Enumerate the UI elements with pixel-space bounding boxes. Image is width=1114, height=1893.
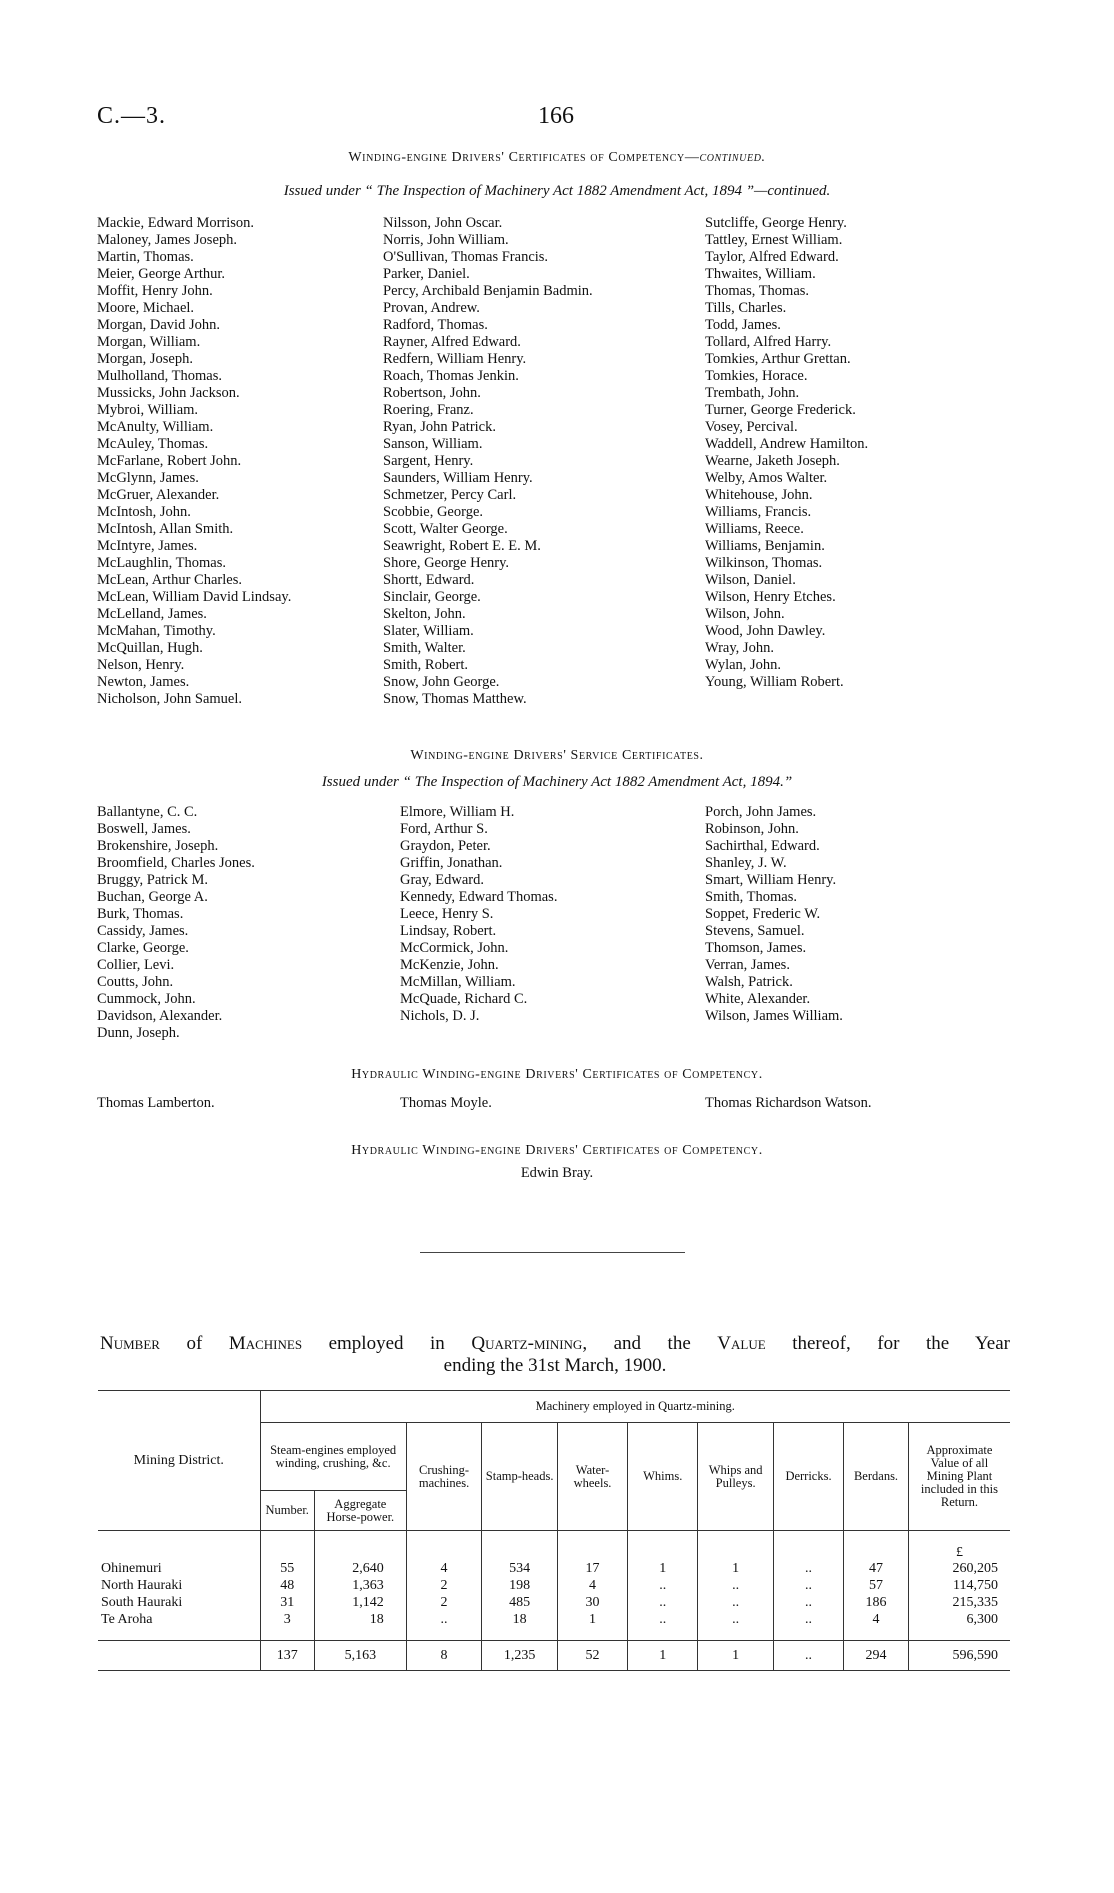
header-berdans: Berdans. <box>844 1423 909 1531</box>
title-word: of <box>159 1333 229 1354</box>
cell-derricks: .. <box>773 1595 843 1612</box>
name-entry: Tomkies, Arthur Grettan. <box>705 351 851 367</box>
section-title-continued: continued. <box>699 150 766 165</box>
cell-berdans: 4 <box>844 1612 909 1629</box>
header-whips: Whips and Pulleys. <box>698 1423 774 1531</box>
name-entry: McFarlane, Robert John. <box>97 453 242 469</box>
name-entry: Taylor, Alfred Edward. <box>705 249 839 265</box>
name-entry: Martin, Thomas. <box>97 249 194 265</box>
name-entry: Roach, Thomas Jenkin. <box>383 368 519 384</box>
cell-number: 55 <box>260 1561 314 1578</box>
name-entry: McQuade, Richard C. <box>400 991 528 1007</box>
cell-whims: .. <box>628 1578 698 1595</box>
cell-berdans: 186 <box>844 1595 909 1612</box>
name-entry: McGruer, Alexander. <box>97 487 220 503</box>
name-entry: Robertson, John. <box>383 385 481 401</box>
name-entry: Radford, Thomas. <box>383 317 488 333</box>
name-entry: Wilkinson, Thomas. <box>705 555 823 571</box>
hydraulic-name-3: Thomas Richardson Watson. <box>705 1095 872 1111</box>
name-entry: McMahan, Timothy. <box>97 623 216 639</box>
title-word-number: Number <box>100 1333 160 1354</box>
name-entry: Newton, James. <box>97 674 190 690</box>
name-entry: Mulholland, Thomas. <box>97 368 222 384</box>
name-entry: Thomson, James. <box>705 940 807 956</box>
name-entry: Nilsson, John Oscar. <box>383 215 503 231</box>
total-value: 596,590 <box>908 1641 1010 1671</box>
name-entry: Trembath, John. <box>705 385 800 401</box>
service-names-column-2 <box>400 804 557 1025</box>
cell-derricks: .. <box>773 1612 843 1629</box>
name-entry: Griffin, Jonathan. <box>400 855 503 871</box>
cell-whips: .. <box>698 1578 774 1595</box>
total-stamp-heads: 1,235 <box>482 1641 558 1671</box>
divider-rule <box>420 1252 685 1253</box>
cell-stamp: 18 <box>482 1612 558 1629</box>
cell-derricks: .. <box>773 1578 843 1595</box>
total-whips: 1 <box>698 1641 774 1671</box>
name-entry: Norris, John William. <box>383 232 509 248</box>
name-entry: Tills, Charles. <box>705 300 787 316</box>
name-entry: McGlynn, James. <box>97 470 199 486</box>
name-entry: Soppet, Frederic W. <box>705 906 821 922</box>
header-machinery-group: Machinery employed in Quartz-mining. <box>260 1391 1010 1423</box>
name-entry: Sanson, William. <box>383 436 483 452</box>
name-entry: Maloney, James Joseph. <box>97 232 238 248</box>
name-entry: White, Alexander. <box>705 991 811 1007</box>
title-word-quartz: Quartz-mining <box>471 1333 583 1354</box>
title-word: thereof, for the Year <box>765 1333 1010 1354</box>
name-entry: Porch, John James. <box>705 804 817 820</box>
name-entry: Welby, Amos Walter. <box>705 470 828 486</box>
name-entry: Shortt, Edward. <box>383 572 475 588</box>
name-entry: Percy, Archibald Benjamin Badmin. <box>383 283 593 299</box>
name-entry: Meier, George Arthur. <box>97 266 226 282</box>
total-crushing: 8 <box>406 1641 482 1671</box>
name-entry: McKenzie, John. <box>400 957 499 973</box>
name-entry: Wilson, James William. <box>705 1008 843 1024</box>
name-entry: Tattley, Ernest William. <box>705 232 843 248</box>
page-reference: C.—3. <box>97 103 167 129</box>
page-number: 166 <box>538 103 574 129</box>
total-berdans: 294 <box>844 1641 909 1671</box>
hydraulic-name-2: Thomas Moyle. <box>400 1095 492 1111</box>
section-title-hydraulic-2: Hydraulic Winding-engine Drivers' Certificates of Competency. <box>351 1143 763 1158</box>
cell-stamp: 198 <box>482 1578 558 1595</box>
cell-water: 4 <box>557 1578 627 1595</box>
name-entry: Shanley, J. W. <box>705 855 787 871</box>
section-subtitle-service: Issued under “ The Inspection of Machinery Act 1882 Amendment Act, 1894.” <box>321 774 793 790</box>
name-entry: Mybroi, William. <box>97 402 199 418</box>
name-entry: Dunn, Joseph. <box>97 1025 180 1041</box>
currency-symbol: £ <box>908 1531 1010 1561</box>
name-entry: Redfern, William Henry. <box>383 351 527 367</box>
name-entry: Stevens, Samuel. <box>705 923 805 939</box>
cell-district: Ohinemuri <box>101 1561 162 1576</box>
name-entry: O'Sullivan, Thomas Francis. <box>383 249 549 265</box>
name-entry: Thomas, Thomas. <box>705 283 810 299</box>
header-derricks: Derricks. <box>773 1423 843 1531</box>
title-word: employed in <box>302 1333 472 1354</box>
name-entry: Smith, Walter. <box>383 640 466 656</box>
name-entry: Sachirthal, Edward. <box>705 838 820 854</box>
name-entry: Boswell, James. <box>97 821 191 837</box>
cell-water: 30 <box>557 1595 627 1612</box>
name-entry: Tomkies, Horace. <box>705 368 808 384</box>
cell-crushing: 4 <box>406 1561 482 1578</box>
table-row <box>98 1578 1010 1595</box>
name-entry: Bruggy, Patrick M. <box>97 872 209 888</box>
names-column-1 <box>97 215 291 708</box>
total-water-wheels: 52 <box>557 1641 627 1671</box>
name-entry: Skelton, John. <box>383 606 466 622</box>
cell-value: 6,300 <box>908 1612 1010 1629</box>
name-entry: Seawright, Robert E. E. M. <box>383 538 541 554</box>
name-entry: McIntyre, James. <box>97 538 198 554</box>
cell-number: 48 <box>260 1578 314 1595</box>
name-entry: Snow, Thomas Matthew. <box>383 691 527 707</box>
cell-stamp: 485 <box>482 1595 558 1612</box>
section-title-text: Winding-engine Drivers' Certificates of Competency— <box>348 150 700 165</box>
name-entry: Todd, James. <box>705 317 781 333</box>
header-stamp-heads: Stamp-heads. <box>482 1423 558 1531</box>
name-entry: Waddell, Andrew Hamilton. <box>705 436 869 452</box>
name-entry: Whitehouse, John. <box>705 487 813 503</box>
cell-stamp: 534 <box>482 1561 558 1578</box>
name-entry: Moore, Michael. <box>97 300 195 316</box>
name-entry: Buchan, George A. <box>97 889 208 905</box>
cell-number: 31 <box>260 1595 314 1612</box>
cell-hp: 18 <box>314 1612 406 1629</box>
cell-crushing: 2 <box>406 1595 482 1612</box>
name-entry: Tollard, Alfred Harry. <box>705 334 832 350</box>
name-entry: Wray, John. <box>705 640 774 656</box>
name-entry: Cummock, John. <box>97 991 196 1007</box>
name-entry: McLelland, James. <box>97 606 207 622</box>
title-word-machines: Machines <box>228 1333 303 1354</box>
name-entry: Cassidy, James. <box>97 923 189 939</box>
total-number: 137 <box>260 1641 314 1671</box>
name-entry: Schmetzer, Percy Carl. <box>383 487 517 503</box>
name-entry: McLean, William David Lindsay. <box>97 589 292 605</box>
name-entry: McCormick, John. <box>400 940 509 956</box>
cell-hp: 2,640 <box>314 1561 406 1578</box>
section-title-hydraulic: Hydraulic Winding-engine Drivers' Certificates of Competency. <box>351 1067 763 1082</box>
cell-district: Te Aroha <box>101 1612 153 1627</box>
header-steam-engines: Steam-engines employed winding, crushing, &c. <box>260 1423 406 1491</box>
name-entry: Smith, Robert. <box>383 657 468 673</box>
name-entry: Young, William Robert. <box>705 674 844 690</box>
name-entry: Elmore, William H. <box>400 804 515 820</box>
table-title <box>100 1333 1010 1377</box>
name-entry: McLaughlin, Thomas. <box>97 555 227 571</box>
name-entry: Thwaites, William. <box>705 266 816 282</box>
name-entry: Mussicks, John Jackson. <box>97 385 240 401</box>
name-entry: Scott, Walter George. <box>383 521 508 537</box>
cell-berdans: 57 <box>844 1578 909 1595</box>
cell-whims: .. <box>628 1595 698 1612</box>
name-entry: Ballantyne, C. C. <box>97 804 198 820</box>
header-mining-district: Mining District. <box>98 1391 260 1531</box>
cell-value: 215,335 <box>908 1595 1010 1612</box>
name-entry: Smith, Thomas. <box>705 889 797 905</box>
name-entry: Sargent, Henry. <box>383 453 474 469</box>
name-entry: Burk, Thomas. <box>97 906 184 922</box>
name-entry: Walsh, Patrick. <box>705 974 793 990</box>
name-entry: Scobbie, George. <box>383 504 483 520</box>
name-entry: Collier, Levi. <box>97 957 175 973</box>
name-entry: Nelson, Henry. <box>97 657 185 673</box>
machines-table <box>98 1390 1010 1671</box>
cell-whips: 1 <box>698 1561 774 1578</box>
totals-row <box>98 1641 1010 1671</box>
name-entry: Rayner, Alfred Edward. <box>383 334 521 350</box>
name-entry: Turner, George Frederick. <box>705 402 856 418</box>
name-entry: Graydon, Peter. <box>400 838 491 854</box>
name-entry: Ford, Arthur S. <box>400 821 488 837</box>
name-entry: Gray, Edward. <box>400 872 485 888</box>
total-derricks: .. <box>773 1641 843 1671</box>
cell-whims: .. <box>628 1612 698 1629</box>
name-entry: McIntosh, Allan Smith. <box>97 521 234 537</box>
name-entry: McAnulty, William. <box>97 419 214 435</box>
cell-berdans: 47 <box>844 1561 909 1578</box>
names-column-2 <box>383 215 593 708</box>
hydraulic-name-1: Thomas Lamberton. <box>97 1095 215 1111</box>
name-entry: Coutts, John. <box>97 974 174 990</box>
name-entry: Ryan, John Patrick. <box>383 419 496 435</box>
cell-value: 114,750 <box>908 1578 1010 1595</box>
name-entry: Vosey, Percival. <box>705 419 798 435</box>
name-entry: Wilson, Daniel. <box>705 572 796 588</box>
name-entry: Saunders, William Henry. <box>383 470 533 486</box>
total-whims: 1 <box>628 1641 698 1671</box>
name-entry: Verran, James. <box>705 957 790 973</box>
name-entry: Sinclair, George. <box>383 589 481 605</box>
name-entry: Wilson, Henry Etches. <box>705 589 836 605</box>
name-entry: Wylan, John. <box>705 657 782 673</box>
name-entry: Smart, William Henry. <box>705 872 837 888</box>
name-entry: Robinson, John. <box>705 821 799 837</box>
name-entry: Lindsay, Robert. <box>400 923 497 939</box>
hydraulic-name-single: Edwin Bray. <box>520 1165 594 1181</box>
name-entry: Leece, Henry S. <box>400 906 494 922</box>
section-title-competency <box>0 150 1114 166</box>
header-number: Number. <box>260 1491 314 1531</box>
cell-hp: 1,142 <box>314 1595 406 1612</box>
name-entry: Moffit, Henry John. <box>97 283 213 299</box>
total-horse-power: 5,163 <box>314 1641 406 1671</box>
name-entry: Wilson, John. <box>705 606 785 622</box>
cell-crushing: .. <box>406 1612 482 1629</box>
service-names-column-3 <box>705 804 843 1025</box>
cell-hp: 1,363 <box>314 1578 406 1595</box>
table-row <box>98 1612 1010 1629</box>
header-water-wheels: Water-wheels. <box>557 1423 627 1531</box>
cell-value: 260,205 <box>908 1561 1010 1578</box>
name-entry: Wearne, Jaketh Joseph. <box>705 453 840 469</box>
names-column-3 <box>705 215 868 691</box>
name-entry: Mackie, Edward Morrison. <box>97 215 255 231</box>
header-value: Approximate Value of all Mining Plant included in this Return. <box>908 1423 1010 1531</box>
name-entry: Shore, George Henry. <box>383 555 510 571</box>
cell-number: 3 <box>260 1612 314 1629</box>
name-entry: Nichols, D. J. <box>400 1008 480 1024</box>
cell-crushing: 2 <box>406 1578 482 1595</box>
name-entry: Williams, Francis. <box>705 504 812 520</box>
name-entry: Wood, John Dawley. <box>705 623 826 639</box>
name-entry: Morgan, David John. <box>97 317 220 333</box>
name-entry: McAuley, Thomas. <box>97 436 209 452</box>
name-entry: Morgan, Joseph. <box>97 351 193 367</box>
cell-water: 17 <box>557 1561 627 1578</box>
name-entry: McMillan, William. <box>400 974 516 990</box>
name-entry: Davidson, Alexander. <box>97 1008 223 1024</box>
name-entry: Morgan, William. <box>97 334 201 350</box>
cell-district: North Hauraki <box>101 1578 183 1593</box>
cell-water: 1 <box>557 1612 627 1629</box>
name-entry: Clarke, George. <box>97 940 189 956</box>
table-row <box>98 1561 1010 1578</box>
name-entry: McQuillan, Hugh. <box>97 640 203 656</box>
cell-whims: 1 <box>628 1561 698 1578</box>
name-entry: Kennedy, Edward Thomas. <box>400 889 558 905</box>
name-entry: Sutcliffe, George Henry. <box>705 215 847 231</box>
name-entry: Snow, John George. <box>383 674 500 690</box>
table-row <box>98 1595 1010 1612</box>
name-entry: McLean, Arthur Charles. <box>97 572 242 588</box>
header-horse-power: Aggregate Horse-power. <box>314 1491 406 1531</box>
name-entry: Williams, Reece. <box>705 521 804 537</box>
cell-whips: .. <box>698 1595 774 1612</box>
service-names-column-1 <box>97 804 255 1042</box>
header-whims: Whims. <box>628 1423 698 1531</box>
cell-derricks: .. <box>773 1561 843 1578</box>
name-entry: Broomfield, Charles Jones. <box>97 855 255 871</box>
name-entry: Nicholson, John Samuel. <box>97 691 242 707</box>
name-entry: McIntosh, John. <box>97 504 191 520</box>
section-subtitle: Issued under “ The Inspection of Machinery Act 1882 Amendment Act, 1894 ”—continued. <box>283 183 831 199</box>
section-title-service: Winding-engine Drivers' Service Certificates. <box>410 748 704 763</box>
name-entry: Williams, Benjamin. <box>705 538 825 554</box>
cell-whips: .. <box>698 1612 774 1629</box>
name-entry: Provan, Andrew. <box>383 300 480 316</box>
header-crushing: Crushing-machines. <box>406 1423 482 1531</box>
name-entry: Roering, Franz. <box>383 402 474 418</box>
name-entry: Parker, Daniel. <box>383 266 470 282</box>
title-word: , and the <box>582 1333 718 1354</box>
cell-district: South Hauraki <box>101 1595 183 1610</box>
name-entry: Slater, William. <box>383 623 474 639</box>
title-word-value: Value <box>717 1333 766 1354</box>
table-title-line-1 <box>100 1333 1010 1355</box>
name-entry: Brokenshire, Joseph. <box>97 838 219 854</box>
table-title-line-2: ending the 31st March, 1900. <box>443 1355 667 1376</box>
